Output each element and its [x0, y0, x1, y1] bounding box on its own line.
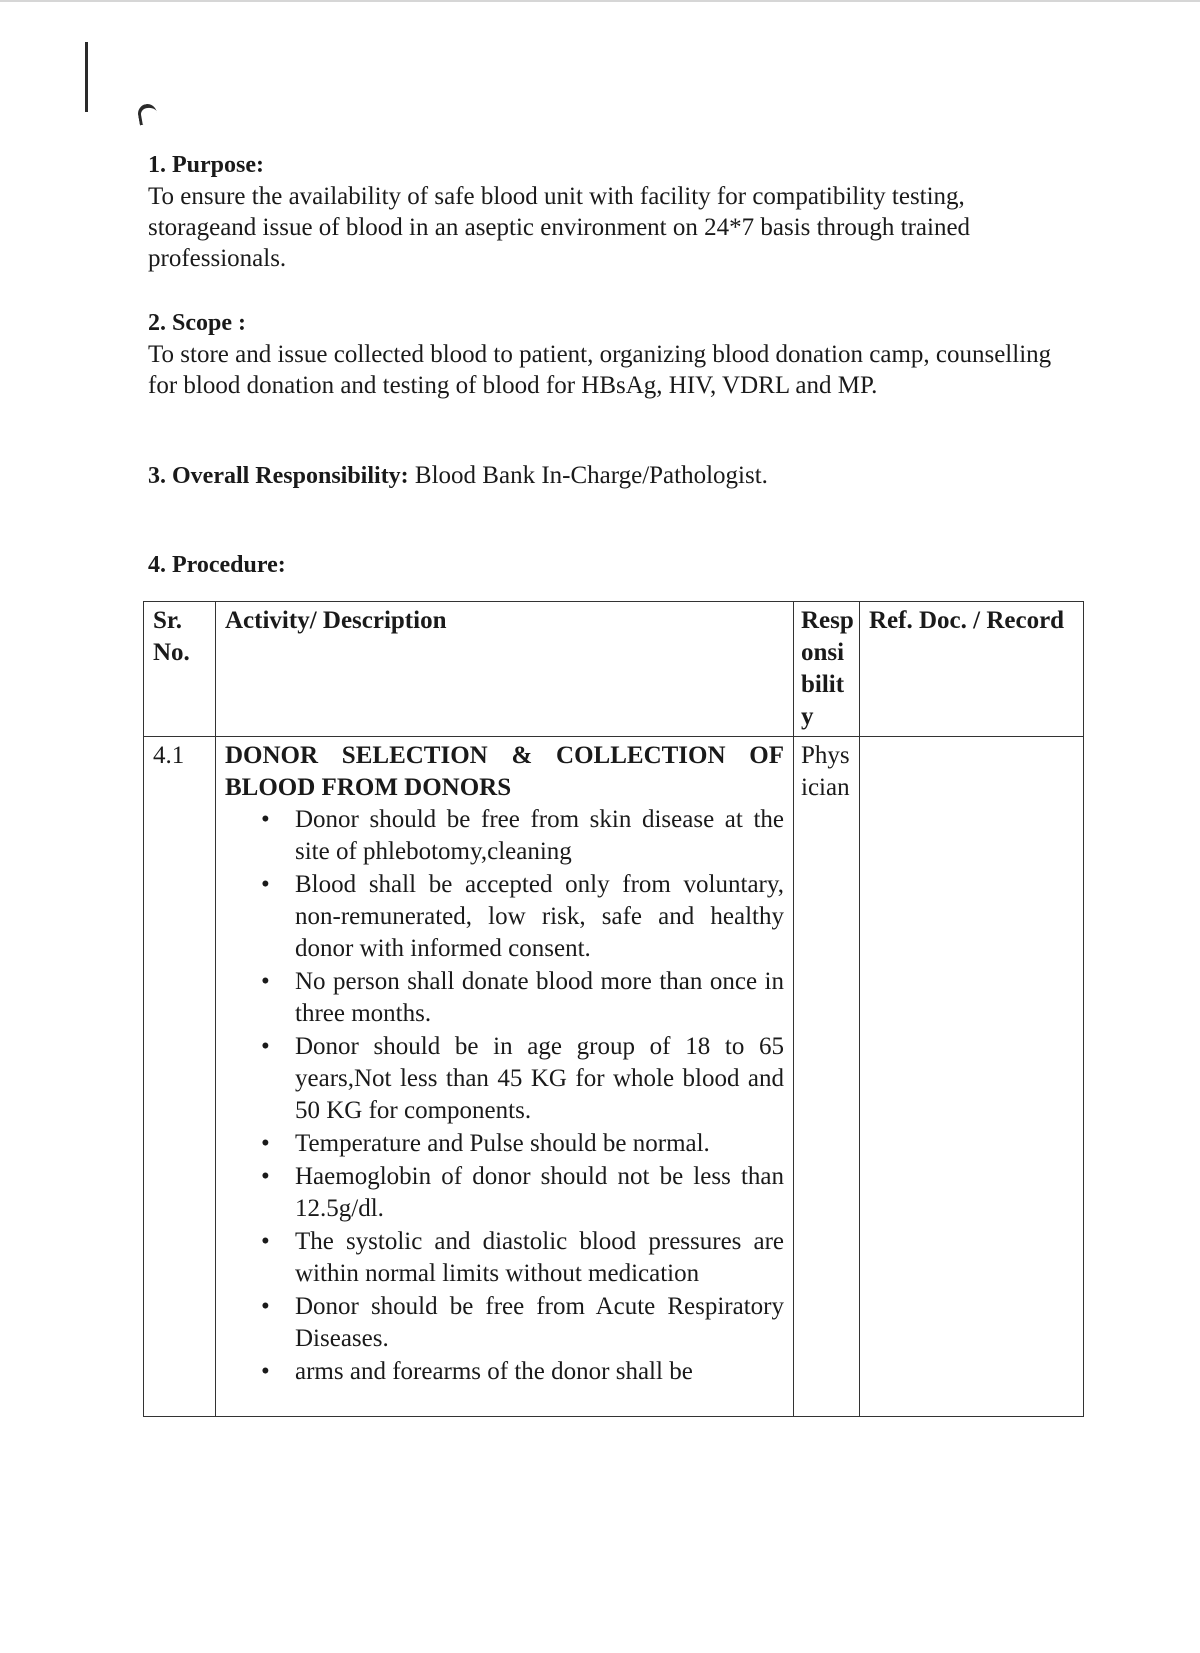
purpose-body: To ensure the availability of safe blood unit with facility for compatibility testing, storageand issue of blood in an aseptic environment on 24*7 basis through trained professionals.: [148, 183, 971, 272]
procedure-table: [143, 601, 1084, 1417]
scope-heading: 2. Scope :: [148, 310, 246, 336]
section-overall-responsibility: [148, 460, 1078, 492]
header-sr-no: Sr. No.: [144, 602, 216, 737]
list-item: • arms and forearms of the donor shall be: [295, 1356, 784, 1388]
list-item: • Blood shall be accepted only from voluntary, non-remunerated, low risk, safe and healthy donor with informed consent.: [295, 869, 784, 965]
row-responsibility: Physician: [794, 737, 860, 1417]
section-scope: [148, 308, 1078, 401]
section-procedure: [148, 550, 1078, 581]
row-ref-doc: [860, 737, 1084, 1417]
table-header-row: [144, 602, 1084, 737]
responsibility-body: Blood Bank In-Charge/Pathologist.: [414, 462, 768, 489]
page-top-edge: [0, 0, 1200, 2]
activity-bullet-list: [225, 804, 784, 1388]
row-activity: [216, 737, 794, 1417]
margin-pen-mark: [85, 42, 88, 112]
responsibility-heading: 3. Overall Responsibility:: [148, 463, 409, 489]
scope-body: To store and issue collected blood to patient, organizing blood donation camp, counselling for blood donation and testing of blood for HBsAg, HIV, VDRL and MP.: [148, 341, 1052, 399]
list-item: • Donor should be in age group of 18 to 65 years,Not less than 45 KG for whole blood and 50 KG for components.: [295, 1031, 784, 1127]
list-item: • No person shall donate blood more than once in three months.: [295, 966, 784, 1030]
header-responsibility: Responsibility: [794, 602, 860, 737]
list-item: • Donor should be free from skin disease at the site of phlebotomy,cleaning: [295, 804, 784, 868]
row-sr-no: 4.1: [144, 737, 216, 1417]
purpose-heading: 1. Purpose:: [148, 152, 264, 178]
section-purpose: [148, 150, 1078, 274]
list-item: • Donor should be free from Acute Respiratory Diseases.: [295, 1291, 784, 1355]
list-item: • Temperature and Pulse should be normal.: [295, 1128, 784, 1160]
header-activity: Activity/ Description: [216, 602, 794, 737]
margin-arc-mark: [136, 103, 158, 126]
activity-title: DONOR SELECTION & COLLECTION OF BLOOD FROM DONORS: [225, 742, 784, 801]
table-row: [144, 737, 1084, 1417]
list-item: • The systolic and diastolic blood pressures are within normal limits without medication: [295, 1226, 784, 1290]
list-item: • Haemoglobin of donor should not be less than 12.5g/dl.: [295, 1161, 784, 1225]
header-ref-doc: Ref. Doc. / Record: [860, 602, 1084, 737]
procedure-heading: 4. Procedure:: [148, 552, 286, 578]
